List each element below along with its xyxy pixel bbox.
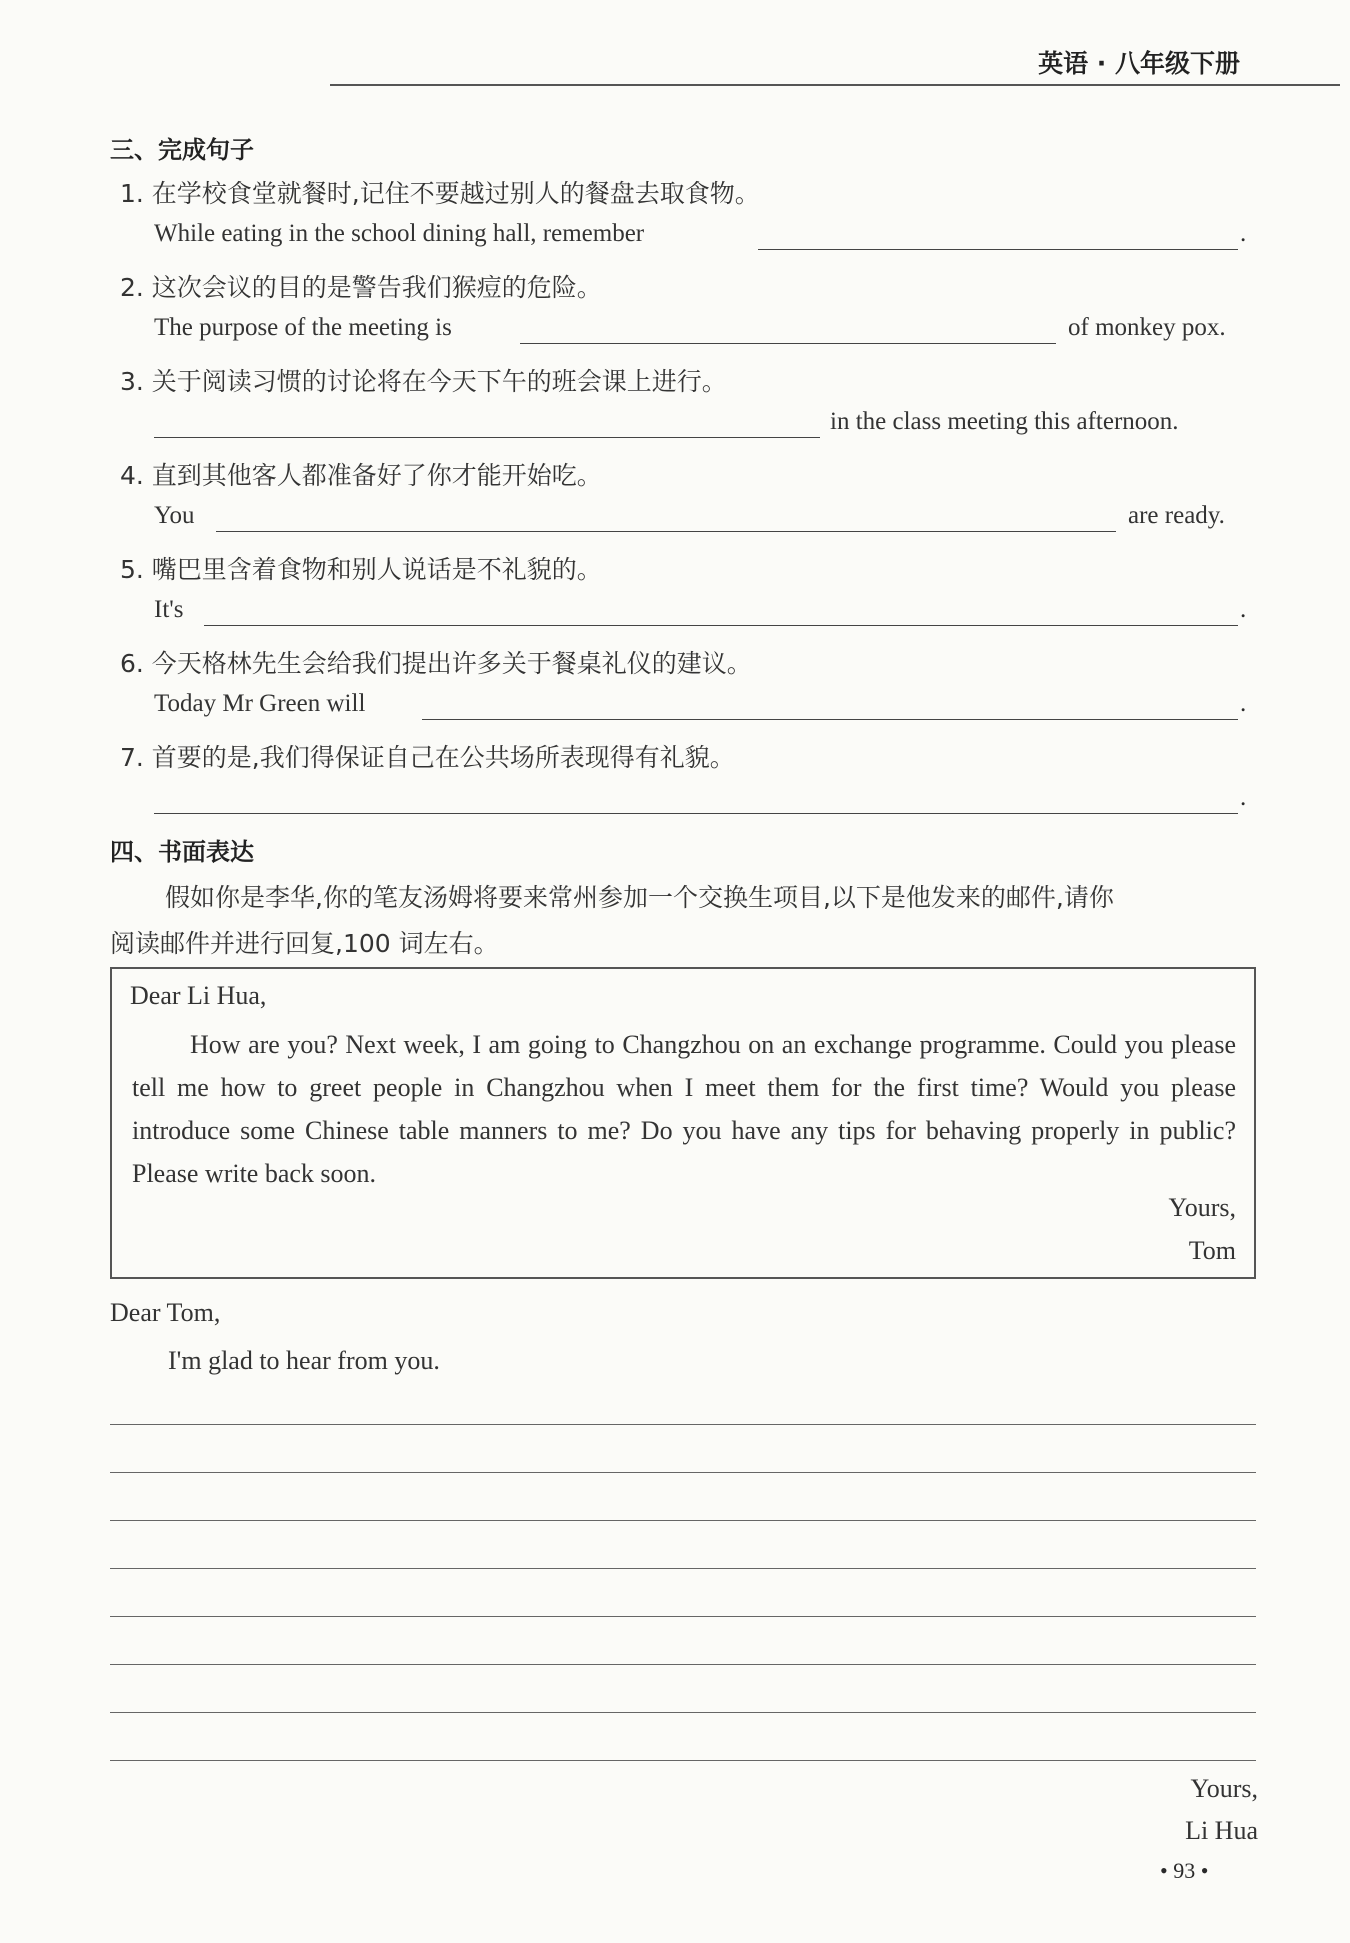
- reply-signature: Li Hua: [1185, 1816, 1258, 1845]
- item3-english-suffix: in the class meeting this afternoon.: [830, 408, 1179, 435]
- writing-line[interactable]: [110, 1616, 1256, 1617]
- reply-opening: I'm glad to hear from you.: [168, 1346, 440, 1375]
- item1-chinese: 1. 在学校食堂就餐时,记住不要越过别人的餐盘去取食物。: [120, 179, 760, 208]
- page-header: 英语 · 八年级下册: [1038, 49, 1240, 78]
- item2-chinese: 2. 这次会议的目的是警告我们猴痘的危险。: [120, 273, 602, 302]
- item3-answer-blank[interactable]: [154, 437, 820, 438]
- reply-greeting: Dear Tom,: [110, 1298, 221, 1327]
- reply-closing: Yours,: [1190, 1774, 1258, 1803]
- item2-english-suffix: of monkey pox.: [1068, 314, 1226, 341]
- item7-chinese: 7. 首要的是,我们得保证自己在公共场所表现得有礼貌。: [120, 743, 735, 772]
- item2-answer-blank[interactable]: [520, 343, 1056, 344]
- email-greeting: Dear Li Hua,: [130, 981, 267, 1010]
- section4-instruction-line1: 假如你是李华,你的笔友汤姆将要来常州参加一个交换生项目,以下是他发来的邮件,请你: [165, 883, 1114, 912]
- email-box: [110, 967, 1256, 1279]
- header-rule: [330, 84, 1340, 86]
- writing-line[interactable]: [110, 1472, 1256, 1473]
- item6-english-prefix: Today Mr Green will: [154, 690, 366, 717]
- item1-answer-blank[interactable]: [758, 249, 1238, 250]
- item4-english-prefix: You: [154, 502, 195, 529]
- item4-answer-blank[interactable]: [216, 531, 1116, 532]
- section4-title: 四、书面表达: [110, 838, 254, 866]
- section3-title: 三、完成句子: [110, 136, 254, 164]
- item7-period: .: [1240, 784, 1247, 811]
- item6-period: .: [1240, 690, 1247, 717]
- item7-answer-blank[interactable]: [154, 813, 1238, 814]
- writing-line[interactable]: [110, 1664, 1256, 1665]
- page-number: • 93 •: [1160, 1858, 1209, 1883]
- email-closing: Yours,: [1168, 1193, 1236, 1222]
- item5-period: .: [1240, 596, 1247, 623]
- item5-english-prefix: It's: [154, 596, 184, 623]
- section4-instruction-line2: 阅读邮件并进行回复,100 词左右。: [110, 929, 499, 958]
- writing-line[interactable]: [110, 1424, 1256, 1425]
- item2-english-prefix: The purpose of the meeting is: [154, 314, 452, 341]
- item3-chinese: 3. 关于阅读习惯的讨论将在今天下午的班会课上进行。: [120, 367, 727, 396]
- item5-answer-blank[interactable]: [204, 625, 1238, 626]
- item1-period: .: [1240, 220, 1247, 247]
- email-signature: Tom: [1188, 1236, 1236, 1265]
- writing-line[interactable]: [110, 1712, 1256, 1713]
- item4-english-suffix: are ready.: [1128, 502, 1225, 529]
- writing-line[interactable]: [110, 1568, 1256, 1569]
- item5-chinese: 5. 嘴巴里含着食物和别人说话是不礼貌的。: [120, 555, 602, 584]
- item1-english-prefix: While eating in the school dining hall, remember: [154, 220, 645, 247]
- writing-line[interactable]: [110, 1520, 1256, 1521]
- email-body: How are you? Next week, I am going to Changzhou on an exchange programme. Could you please tell me how to greet people in Changzhou when I meet them for the first time? Would you please introduce some Chinese table manners to me? Do you have any tips for behaving properly in public? Please write back soon.: [132, 1030, 1236, 1188]
- item4-chinese: 4. 直到其他客人都准备好了你才能开始吃。: [120, 461, 602, 490]
- item6-chinese: 6. 今天格林先生会给我们提出许多关于餐桌礼仪的建议。: [120, 649, 752, 678]
- writing-line[interactable]: [110, 1760, 1256, 1761]
- item6-answer-blank[interactable]: [422, 719, 1238, 720]
